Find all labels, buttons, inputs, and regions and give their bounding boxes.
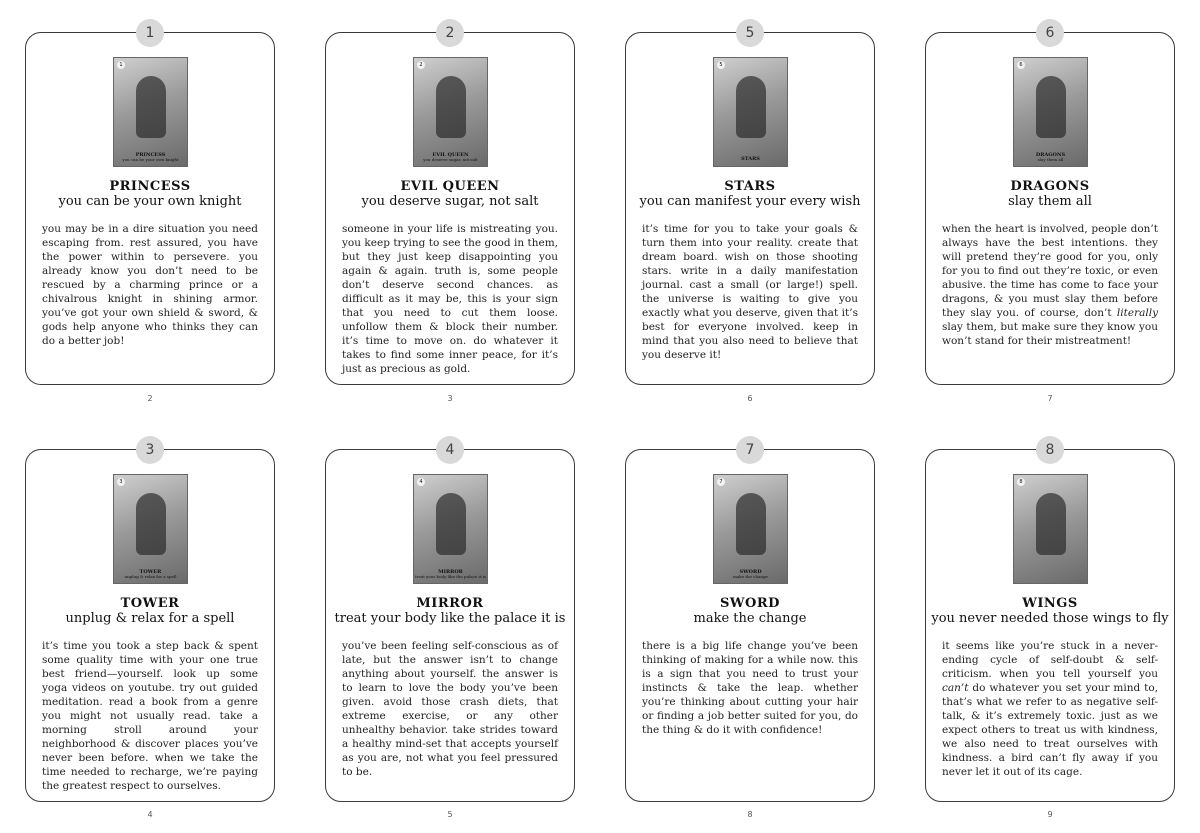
page-number: 6	[747, 394, 753, 403]
card-illustration	[113, 57, 188, 167]
art-title: DRAGONS	[1035, 151, 1066, 158]
card-subtitle: treat your body like the palace it is	[334, 611, 566, 626]
art-caption	[114, 570, 187, 580]
art-number: 5	[717, 61, 725, 69]
card-body-emphasis: literally	[1116, 307, 1158, 319]
art-figure	[1036, 493, 1066, 555]
art-caption	[714, 570, 787, 580]
art-subtitle: treat your body like the palace it is	[414, 574, 487, 580]
card-body-emphasis: can’t	[942, 682, 969, 694]
card-subtitle: slay them all	[1008, 194, 1092, 209]
art-number: 6	[1017, 61, 1025, 69]
art-figure	[136, 76, 166, 138]
art-figure	[736, 493, 766, 555]
art-subtitle: you can be your own knight	[122, 157, 179, 163]
card-body: someone in your life is mistreating you. you keep trying to see the good in them, but they just keep disappointing you again & again. truth is, some people don’t deserve second chances. as difficult as it may be, this is your sign that you need to cut them loose. unfollow them & block their number. it’s time to move on. do whatever it takes to find some inner peace, for it’s just as precious as gold.	[342, 223, 558, 375]
art-caption	[414, 570, 487, 580]
art-number: 4	[417, 478, 425, 486]
art-title: MIRROR	[438, 568, 463, 575]
card-tower	[25, 442, 275, 802]
card-body: it’s time you took a step back & spent some quality time with your one true best friend—yourself. look up some yoga videos on youtube. try out guided meditation. read a book from a genre you might not usually read. take a morning stroll around your neighborhood & discover places you’ve never been before. when we take the time needed to recharge, we’re paying the greatest respect to ourselves.	[42, 640, 258, 792]
art-figure	[1036, 76, 1066, 138]
card-mirror	[325, 442, 575, 802]
art-figure	[436, 493, 466, 555]
page-number: 4	[147, 810, 153, 819]
page-number: 9	[1047, 810, 1053, 819]
art-figure	[436, 76, 466, 138]
card-number-badge: 3	[136, 436, 164, 464]
card-body-text: slay them, but make sure they know you won’t stand for their mistreatment!	[942, 321, 1158, 347]
card-subtitle: make the change	[693, 611, 807, 626]
card-evil-queen	[325, 25, 575, 385]
card-body: it’s time for you to take your goals & turn them into your reality. create that dream board. wish on those shooting stars. write in a daily manifestation journal. cast a small (or large!) spell. the universe is waiting to give you exactly what you deserve, given that it’s best for everyone involved. keep in mind that you also need to believe that you deserve it!	[642, 223, 858, 361]
card-illustration	[713, 57, 788, 167]
card-subtitle: you can be your own knight	[58, 194, 242, 209]
card-title: STARS	[724, 179, 776, 194]
art-caption	[714, 157, 787, 163]
art-subtitle: make the change	[733, 574, 768, 580]
card-body	[942, 222, 1158, 348]
card-number-badge: 4	[436, 436, 464, 464]
card-title: EVIL QUEEN	[400, 179, 500, 194]
card-body: you’ve been feeling self-conscious as of late, but the answer isn’t to change anything about yourself. the answer is to learn to love the body you’ve been given. avoid those crash diets, that extreme exercise, or any other unhealthy behavior. take strides toward a healthy mind-set that accepts yourself as you are, not what you feel pressured to be.	[342, 640, 558, 778]
card-title: SWORD	[720, 596, 780, 611]
art-title: STARS	[741, 156, 760, 163]
art-number: 2	[417, 61, 425, 69]
card-title: DRAGONS	[1010, 179, 1090, 194]
art-number: 7	[717, 478, 725, 486]
card-title: WINGS	[1022, 596, 1078, 611]
card-number-badge: 7	[736, 436, 764, 464]
art-number: 8	[1017, 478, 1025, 486]
art-caption	[114, 153, 187, 163]
card-illustration	[713, 474, 788, 584]
card-body: there is a big life change you’ve been thinking of making for a while now. this is a sign that you need to trust your instincts & take the leap. whether you’re thinking about cutting your hair or finding a job better suited for you, do the thing & do it with confidence!	[642, 640, 858, 736]
card-number-badge: 2	[436, 19, 464, 47]
card-number-badge: 1	[136, 19, 164, 47]
card-illustration	[413, 57, 488, 167]
card-title: TOWER	[120, 596, 180, 611]
card-body-text: it seems like you’re stuck in a never-ending cycle of self-doubt & self-criticism. when you tell yourself you	[942, 640, 1158, 680]
card-stars	[625, 25, 875, 385]
card-illustration	[1013, 474, 1088, 584]
card-body	[942, 639, 1158, 779]
card-dragons	[925, 25, 1175, 385]
art-figure	[136, 493, 166, 555]
card-sword	[625, 442, 875, 802]
art-title: SWORD	[739, 568, 762, 575]
card-illustration	[113, 474, 188, 584]
art-number: 1	[117, 61, 125, 69]
art-figure	[736, 76, 766, 138]
art-subtitle: you deserve sugar, not salt	[423, 157, 478, 163]
art-title: EVIL QUEEN	[432, 151, 469, 158]
card-body-text: when the heart is involved, people don’t always have the best intentions. they will pretend they’re good for you, only for you to find out they’re toxic, or even abusive. the time has come to face your dragons, & you must slay them before they slay you. of course, don’t	[942, 223, 1158, 319]
card-wings	[925, 442, 1175, 802]
card-number-badge: 5	[736, 19, 764, 47]
page-number: 7	[1047, 394, 1053, 403]
art-title: TOWER	[139, 568, 162, 575]
page-number: 5	[447, 810, 453, 819]
page-number: 3	[447, 394, 453, 403]
art-caption	[414, 153, 487, 163]
card-title: MIRROR	[416, 596, 484, 611]
page-number: 2	[147, 394, 153, 403]
card-subtitle: unplug & relax for a spell	[65, 611, 235, 626]
card-number-badge: 6	[1036, 19, 1064, 47]
page-number: 8	[747, 810, 753, 819]
card-subtitle: you deserve sugar, not salt	[361, 194, 539, 209]
card-princess	[25, 25, 275, 385]
art-title: PRINCESS	[135, 151, 166, 158]
card-number-badge: 8	[1036, 436, 1064, 464]
card-body-text: do whatever you set your mind to, that’s what we refer to as negative self-talk, & it’s extremely toxic. just as we expect others to treat us with kindness, we also need to treat ourselves with kindness. a bird can’t fly away if you never let it out of its cage.	[942, 682, 1158, 778]
card-illustration	[1013, 57, 1088, 167]
card-illustration	[413, 474, 488, 584]
card-body: you may be in a dire situation you need escaping from. rest assured, you have the power within to persevere. you already know you don’t need to be rescued by a charming prince or a chivalrous knight in shining armor. you’ve got your own shield & sword, & gods help anyone who thinks they can do a better job!	[42, 223, 258, 347]
art-caption	[1014, 153, 1087, 163]
art-subtitle: unplug & relax for a spell	[124, 574, 177, 580]
card-title: PRINCESS	[109, 179, 191, 194]
art-number: 3	[117, 478, 125, 486]
card-subtitle: you never needed those wings to fly	[931, 611, 1169, 626]
card-subtitle: you can manifest your every wish	[639, 194, 861, 209]
art-subtitle: slay them all	[1037, 157, 1064, 163]
